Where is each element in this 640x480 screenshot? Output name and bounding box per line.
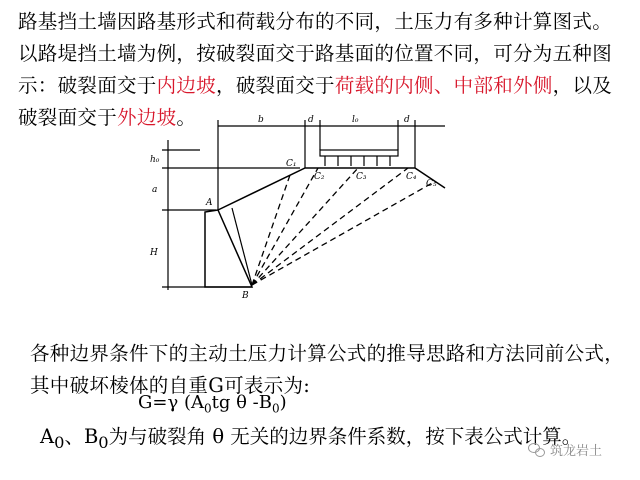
intro-sep: 、: [433, 74, 454, 97]
label-A: A: [206, 198, 213, 208]
intro-text-2: ，破裂面交于: [216, 74, 335, 97]
highlight-inner-slope: 内边坡: [156, 74, 217, 97]
label-d2: d: [404, 115, 410, 125]
label-H: H: [150, 248, 158, 258]
coefficient-note: $A_0$、$B_0$为与破裂角 θ 无关的边界条件系数，按下表公式计算。: [40, 425, 582, 452]
label-C2: C₂: [314, 172, 325, 182]
wechat-icon: [528, 443, 546, 457]
label-h0: h₀: [150, 155, 160, 165]
label-C5: C₅: [426, 179, 437, 189]
label-C4: C₄: [406, 172, 417, 182]
load-arrows: [325, 156, 390, 166]
rupture-planes: [252, 168, 434, 285]
label-C1: C₁: [286, 159, 297, 169]
intro-text-3: ，以及破裂面交于: [18, 74, 613, 129]
intro-text-1: 路基挡土墙因路基形式和荷载分布的不同，土压力有多种计算图式。以路堤挡土墙为例，按破裂面交于路基面的位置不同，可分为五种图示：破裂面交于: [18, 10, 613, 97]
label-B: B: [242, 291, 249, 301]
highlight-load-inner: 荷载的内侧: [334, 74, 434, 97]
label-d1: d: [308, 115, 314, 125]
body-paragraph: 各种边界条件下的主动土压力计算公式的推导思路和方法同前公式，其中破坏棱体的自重G可表示为:: [30, 342, 625, 397]
highlight-outer-slope: 外边坡: [117, 106, 177, 129]
intro-text-4: 。: [176, 106, 197, 129]
label-C3: C₃: [356, 172, 367, 182]
watermark-text: 筑龙岩土: [550, 444, 603, 459]
label-a: a: [152, 185, 158, 195]
label-l0: l₀: [352, 115, 359, 125]
watermark: [528, 440, 602, 459]
label-b: b: [258, 115, 264, 125]
weight-formula: G=γ ($A_0tg$ θ $-B_0$): [138, 392, 287, 416]
highlight-load-middle-outer: 中部和外侧: [453, 74, 553, 97]
load-block: [320, 150, 398, 156]
retaining-wall: [205, 210, 252, 287]
